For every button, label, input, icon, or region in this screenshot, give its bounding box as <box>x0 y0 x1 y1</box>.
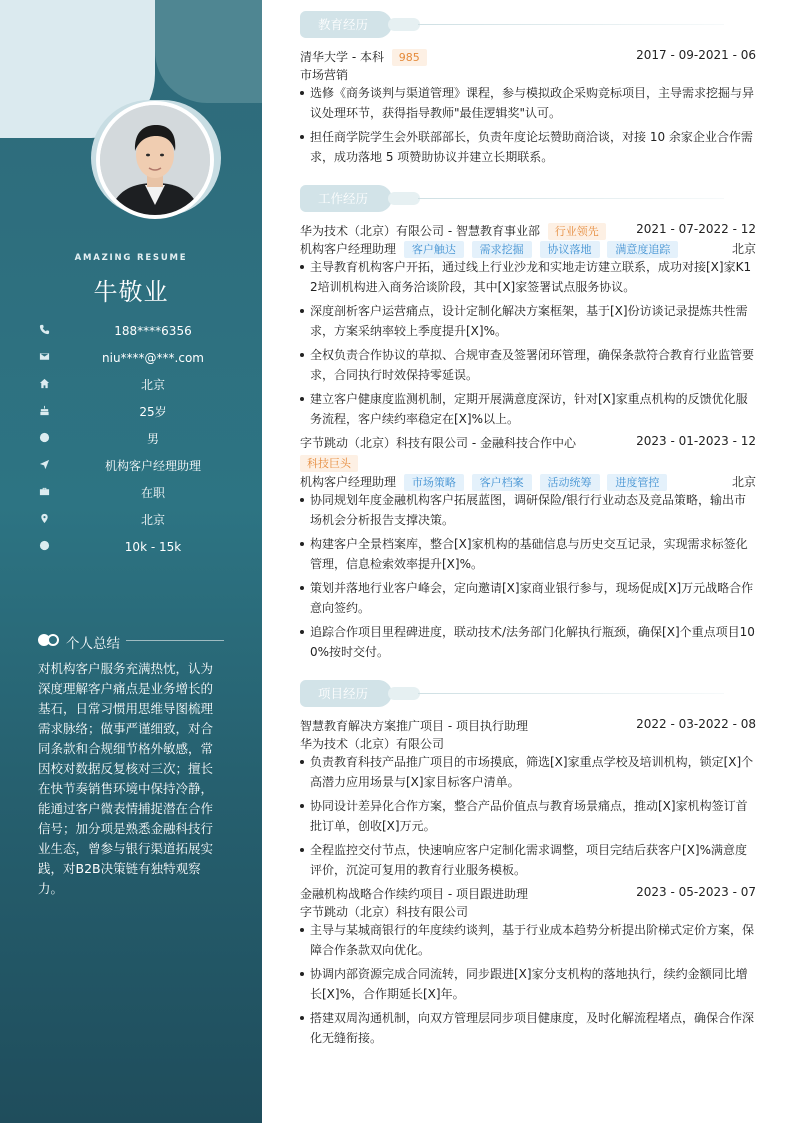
job-role-row <box>300 239 756 257</box>
skill-tag: 客户档案 <box>472 474 532 491</box>
list-item: 追踪合作项目里程碑进度，联动技术/法务部门化解执行瓶颈，确保[X]个重点项目100%按时交付。 <box>300 622 756 662</box>
projects-section-header <box>300 680 730 708</box>
list-item: 协调内部资源完成合同流转，同步跟进[X]家分支机构的落地执行，续约金额同比增长[X]%，合作期延长[X]年。 <box>300 964 756 1004</box>
info-salary <box>38 533 250 560</box>
job-role: 机构客户经理助理 <box>300 475 397 489</box>
list-item: 协同设计差异化合作方案，整合产品价值点与教育场景痛点，推动[X]家机构签订首批订单，创收[X]万元。 <box>300 796 756 836</box>
contact-info-list <box>38 317 250 560</box>
company-tag: 科技巨头 <box>300 455 358 472</box>
target-position-text: 机构客户经理助理 <box>104 459 201 473</box>
education-section-header <box>300 11 730 39</box>
phone-text: 188****6356 <box>114 323 192 338</box>
project-header-row <box>300 884 756 902</box>
list-item: 深度剖析客户运营痛点，设计定制化解决方案框架，基于[X]份访谈记录提炼共性需求，方案采纳率较上季度提升[X]%。 <box>300 301 756 341</box>
job-city: 北京 <box>731 475 756 489</box>
job-city: 北京 <box>731 242 756 256</box>
info-gender <box>38 425 250 452</box>
project-header-row <box>300 716 756 734</box>
mail-icon <box>38 350 50 362</box>
job-bullets <box>300 257 756 433</box>
list-item: 负责教育科技产品推广项目的市场摸底，筛选[X]家重点学校及培训机构，锁定[X]个高潜力应用场景与[X]家目标客户清单。 <box>300 752 756 792</box>
job-company: 字节跳动（北京）科技有限公司 - 金融科技合作中心 <box>300 436 576 450</box>
education-section-title: 教育经历 <box>300 11 392 38</box>
candidate-name: 牛敬业 <box>93 278 169 306</box>
info-age <box>38 398 250 425</box>
school-tag: 985 <box>392 49 427 66</box>
list-item: 主导与某城商银行的年度续约谈判，基于行业成本趋势分析提出阶梯式定价方案，保障合作条款双向优化。 <box>300 920 756 960</box>
summary-text: 对机构客户服务充满热忱，认为深度理解客户痛点是业务增长的基石，日常习惯用思维导图梳理需求脉络；做事严谨细致，对合同条款和合规细节格外敏感，常因校对数据反复核对三次；擅长在快节奏销售环境中保持冷静，能通过客户微表情捕捉潜在合作信号；加分项是熟悉金融科技行业生态，曾参与银行渠道拓展实践，对B2B决策链有独特观察力。 <box>38 661 214 896</box>
project-period: 2023 - 05-2023 - 07 <box>636 885 756 899</box>
list-item: 选修《商务谈判与渠道管理》课程，参与模拟政企采购竞标项目，主导需求挖掘与异议处理环节，获得指导教师"最佳逻辑奖"认可。 <box>300 83 756 123</box>
company-tag: 行业领先 <box>548 223 606 240</box>
job-bullets <box>300 490 756 666</box>
job-tag-row <box>300 454 756 472</box>
list-item: 协同规划年度金融机构客户拓展蓝图，调研保险/银行行业动态及竞品策略，输出市场机会分析报告支撑决策。 <box>300 490 756 530</box>
salary-icon <box>38 539 50 551</box>
cake-icon <box>38 404 50 416</box>
sidebar <box>0 0 262 1123</box>
skill-tag: 市场策略 <box>404 474 464 491</box>
education-major-row <box>300 65 756 83</box>
send-icon <box>38 458 50 470</box>
project-bullets <box>300 752 756 884</box>
skill-tag: 活动统筹 <box>540 474 600 491</box>
project-company-row <box>300 902 756 920</box>
project-company: 华为技术（北京）有限公司 <box>300 737 445 751</box>
info-phone <box>38 317 250 344</box>
education-period: 2017 - 09-2021 - 06 <box>636 48 756 62</box>
list-item: 搭建双周沟通机制，向双方管理层同步项目健康度，及时化解流程堵点，确保合作深化无缝衔接。 <box>300 1008 756 1048</box>
hometown-text: 北京 <box>140 378 165 392</box>
info-status <box>38 479 250 506</box>
project-period: 2022 - 03-2022 - 08 <box>636 717 756 731</box>
gender-icon <box>38 431 50 443</box>
list-item: 构建客户全景档案库，整合[X]家机构的基础信息与历史交互记录，实现需求标签化管理，信息检索效率提升[X]%。 <box>300 534 756 574</box>
briefcase-icon <box>38 485 50 497</box>
location-pin-icon <box>38 512 50 524</box>
project-name: 金融机构战略合作续约项目 - 项目跟进助理 <box>300 887 528 901</box>
summary-title: 个人总结 <box>66 636 120 652</box>
location-text: 北京 <box>140 513 165 527</box>
home-icon <box>38 377 50 389</box>
info-email <box>38 344 250 371</box>
list-item: 全程监控交付节点，快速响应客户定制化需求调整，项目完结后获客户[X]%满意度评价，沉淀可复用的教育行业服务模板。 <box>300 840 756 880</box>
job-role: 机构客户经理助理 <box>300 242 397 256</box>
gender-text: 男 <box>146 432 159 446</box>
summary-divider <box>126 640 224 641</box>
avatar <box>96 101 214 219</box>
work-section-header <box>300 185 730 213</box>
project-bullets <box>300 920 756 1052</box>
age-text: 25岁 <box>139 405 167 419</box>
list-item: 全权负责合作协议的草拟、合规审查及签署闭环管理，确保条款符合教育行业监管要求，合同执行时效保持零延误。 <box>300 345 756 385</box>
resume-tagline: AMAZING RESUME <box>74 253 188 263</box>
skill-tag: 需求挖掘 <box>472 241 532 258</box>
project-name: 智慧教育解决方案推广项目 - 项目执行助理 <box>300 719 528 733</box>
list-item: 主导教育机构客户开拓，通过线上行业沙龙和实地走访建立联系，成功对接[X]家K12培训机构进入商务洽谈阶段，其中[X]家签署试点服务协议。 <box>300 257 756 297</box>
job-role-row <box>300 472 756 490</box>
project-company: 字节跳动（北京）科技有限公司 <box>300 905 469 919</box>
education-bullets <box>300 83 756 171</box>
status-text: 在职 <box>140 486 165 500</box>
summary-dots-icon <box>38 634 60 646</box>
info-location <box>38 506 250 533</box>
phone-icon <box>38 323 50 335</box>
education-header-row <box>300 47 756 65</box>
job-period: 2021 - 07-2022 - 12 <box>636 222 756 236</box>
project-company-row <box>300 734 756 752</box>
school-name: 清华大学 - 本科 <box>300 50 384 64</box>
email-text: niu****@***.com <box>102 350 204 365</box>
info-hometown <box>38 371 250 398</box>
salary-text: 10k - 15k <box>124 539 182 554</box>
list-item: 担任商学院学生会外联部部长，负责年度论坛赞助商洽谈，对接 10 余家企业合作需求，成功落地 5 项赞助协议并建立长期联系。 <box>300 127 756 167</box>
job-period: 2023 - 01-2023 - 12 <box>636 434 756 448</box>
skill-tag: 进度管控 <box>607 474 667 491</box>
work-section-title: 工作经历 <box>300 185 392 212</box>
skill-tag: 客户触达 <box>404 241 464 258</box>
info-target-position <box>38 452 250 479</box>
skill-tag: 满意度追踪 <box>607 241 678 258</box>
job-company: 华为技术（北京）有限公司 - 智慧教育事业部 <box>300 224 540 238</box>
summary-header <box>38 630 224 650</box>
job-header-row <box>300 221 756 239</box>
list-item: 建立客户健康度监测机制，定期开展满意度深访，针对[X]家重点机构的反馈优化服务流程，客户续约率稳定在[X]%以上。 <box>300 389 756 429</box>
job-header-row <box>300 433 756 451</box>
major: 市场营销 <box>300 68 349 82</box>
projects-section-title: 项目经历 <box>300 680 392 707</box>
decorative-tile <box>155 0 262 103</box>
list-item: 策划并落地行业客户峰会，定向邀请[X]家商业银行参与，现场促成[X]万元战略合作意向签约。 <box>300 578 756 618</box>
avatar-portrait <box>100 105 210 215</box>
skill-tag: 协议落地 <box>540 241 600 258</box>
